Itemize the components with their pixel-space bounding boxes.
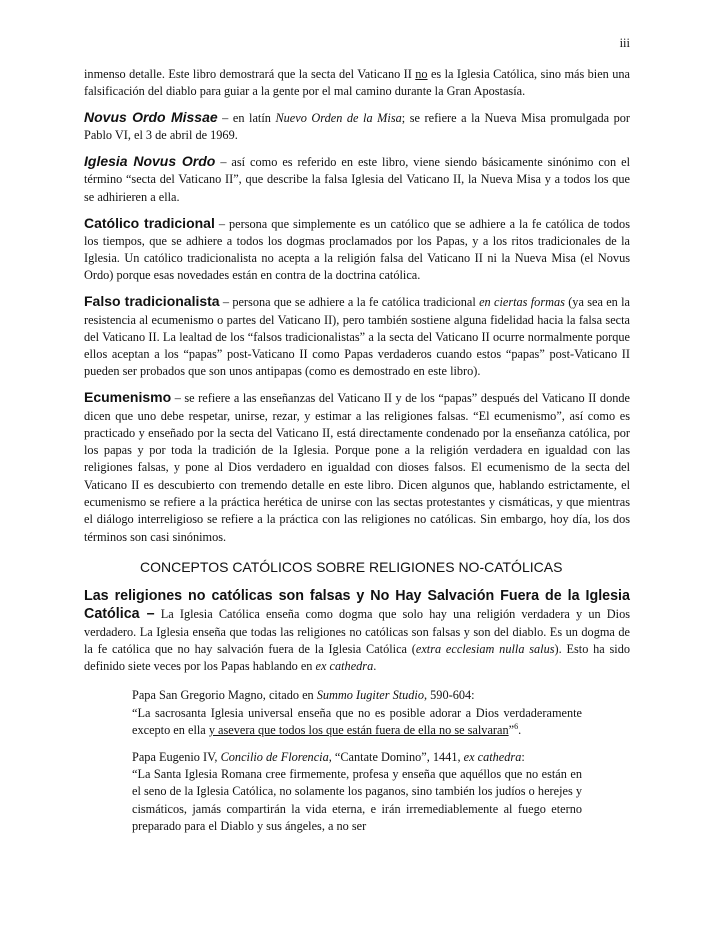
citation-text: Papa Eugenio IV, [132,750,221,765]
definition-text-end: (ya sea en la resistencia al ecumenismo o partes del Vaticano II), pero también sostiene alguna fidelidad hacia la falsa secta del Vaticano II. La lealtad de los “falsos tradicionalistas” a la secta del Vaticano II ocurre normalmente porque ellos aceptan a los “papas” post-Vaticano II como Papas verdaderos cuando estos “papas” post-Vaticano II pueden ser probados que son unos antipapas (como es demostrado en este libro). [84,295,630,379]
definition-italic: en ciertas formas [479,295,565,310]
definition-text: – en latín [217,111,276,126]
citation-italic-2: ex cathedra [463,750,522,765]
term-falso-tradicionalista: Falso tradicionalista [84,293,220,310]
citation-italic: Summo Iugiter Studio [316,688,424,703]
term-novus-ordo-missae: Novus Ordo Missae [84,109,218,126]
citation-text-end: : [521,750,525,765]
quote-citation [132,749,582,766]
dogma-text-2: ). Esto ha sido definido siete veces por los Papas hablando en [84,641,631,674]
page-number: iii [619,36,630,50]
term-catolico-tradicional: Católico tradicional [84,214,215,231]
quote-underlined: y asevera que todos los que están fuera de ella no se salvaran [208,722,509,737]
citation-text-2: , “Cantate Domino”, 1441, [328,750,464,765]
definition-text: – persona que simplemente es un católico que se adhiere a la fe católica de todos los tiempos, que se adhiere a todos los dogmas proclamados por los Papas, y a los ritos tradicionales de la Iglesia. Un católico tradicionalista no acepta a la religión falsa del Vaticano II ni la Nueva Misa (el Novus Ordo) porque esas novedades están en contra de la doctrina católica. [84,216,630,283]
page-content [84,66,630,835]
quote-body: “La sacrosanta Iglesia universal enseña que no es posible adorar a Dios verdaderamente excepto en ella [132,705,582,737]
intro-paragraph [84,66,630,101]
definition-text: – se refiere a las enseñanzas del Vaticano II y de los “papas” después del Vaticano II donde dicen que uno debe respetar, unirse, rezar, y estimar a las religiones falsas. “El ecumenismo”, así como es practicado y enseñado por la secta del Vaticano II, está directamente condenado por la enseñanza católica, por los papas y por toda la tradición de la Iglesia. Porque pone a la religión verdadera en igualdad con las religiones falsas, y pone al Dios verdadero en igualdad con dioses falsos. El ecumenismo de la secta del Vaticano II es descubierto con tremendo detalle en este libro. Dicen algunos que, hablando estrictamente, el ecumenismo se refiere a la práctica herética de unirse con las sectas protestantes y cismáticas, y que mientras el diálogo interreligioso se refiere a la práctica con las religiones no católicas. Sin embargo, hoy día, los dos términos son casi sinónimos. [84,391,630,544]
term-iglesia-novus-ordo: Iglesia Novus Ordo [84,153,216,170]
quote-text [132,705,582,739]
intro-text: inmenso detalle. Este libro demostrará que la secta del Vaticano II [84,67,416,81]
section-heading: CONCEPTOS CATÓLICOS SOBRE RELIGIONES NO-CATÓLICAS [140,558,563,575]
quote-text: “La Santa Iglesia Romana cree firmemente, profesa y enseña que aquéllos que no están en el seno de la Iglesia Católica, no solamente los paganos, sino también los judíos o herejes y cismáticos, jamás compartirán la vida eterna, e irán irremediablemente al fuego eterno preparado para el Diablo y sus ángeles, a no ser [132,767,582,833]
definition-text: – así como es referido en este libro, viene siendo básicamente sinónimo con el término “secta del Vaticano II”, que describe la falsa Iglesia del Vaticano II, la Nueva Misa y a todos los que se adhirieren a ella. [84,155,630,204]
intro-underlined-no: no [415,67,428,81]
quote-end: . [518,722,522,737]
definition-falso-tradicionalista [84,293,630,380]
definition-novus-ordo-missae [84,109,630,145]
definition-text-end: ; se refiere a la Nueva Misa promulgada por Pablo VI, el 3 de abril de 1969. [84,111,630,143]
citation-text-end: , 590-604: [424,688,475,703]
quote-eugenio [132,749,582,835]
dogma-text-end: . [373,659,377,674]
dogma-text: La Iglesia Católica enseña como dogma que solo hay una religión verdadera y un Dios verdadero. La Iglesia enseña que todas las religiones no católicas son falsas y son del diablo. Es un dogma de la fe católica que no hay salvación fuera de la Iglesia Católica ( [84,607,630,656]
footnote-marker[interactable]: 6 [514,721,519,731]
definition-ecumenismo [84,389,630,546]
dogma-paragraph [84,587,630,675]
citation-text: Papa San Gregorio Magno, citado en [132,688,317,703]
dogma-italic-latin: extra ecclesiam nulla salus [415,641,555,656]
citation-italic: Concilio de Florencia [220,750,329,765]
quote-citation [132,687,582,704]
term-ecumenismo: Ecumenismo [84,389,172,406]
quote-close: ” [508,722,515,737]
dogma-title: Las religiones no católicas son falsas y No Hay Salvación Fuera de la Iglesia Católica – [84,587,630,623]
definition-iglesia-novus-ordo [84,153,630,206]
definition-italic: Nuevo Orden de la Misa [275,111,402,126]
definition-catolico-tradicional [84,215,630,285]
dogma-italic-ex-cathedra: ex cathedra [315,659,374,674]
definition-text: – persona que se adhiere a la fe católica tradicional [219,295,480,310]
intro-text-end: es la Iglesia Católica, sino más bien una falsificación del diablo para guiar a la gente por el mal camino durante la Gran Apostasía. [84,67,630,99]
quote-gregorio [132,687,582,739]
